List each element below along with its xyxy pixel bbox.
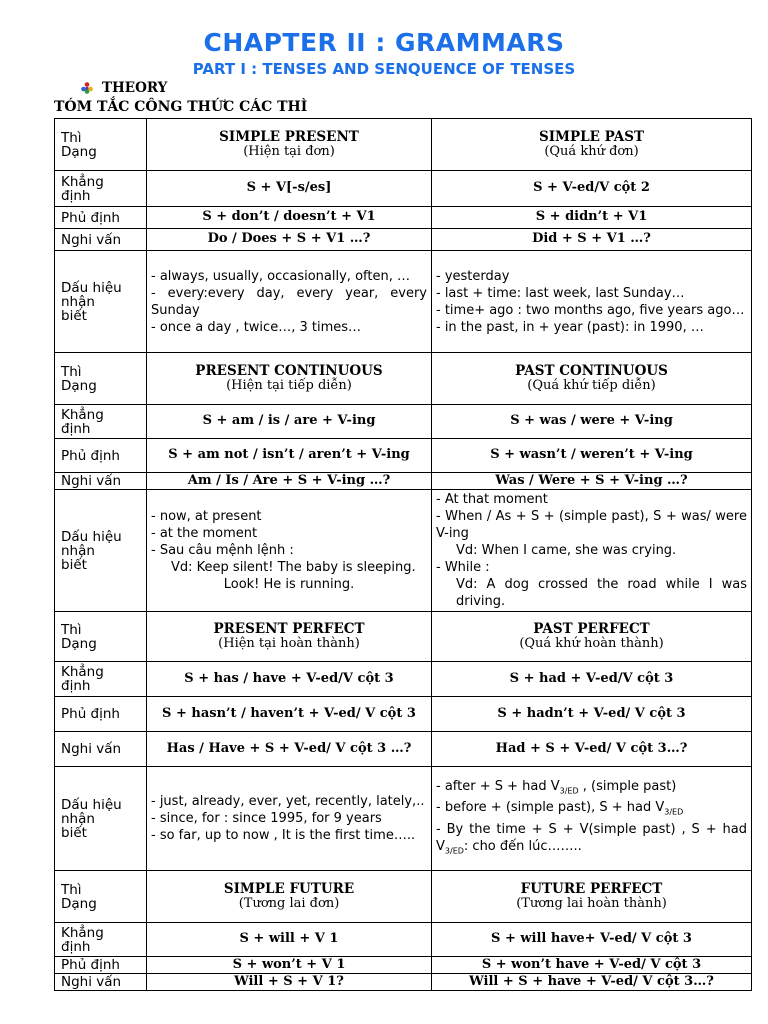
affirmative-formula: S + will + V 1 (147, 923, 432, 957)
question-formula: Did + S + V1 …? (432, 229, 752, 251)
chapter-title: CHAPTER II : GRAMMARS (203, 28, 565, 57)
question-formula: Will + S + have + V-ed/ V cột 3…? (432, 974, 752, 991)
table-row (55, 697, 752, 732)
tense-header-cell: PAST CONTINUOUS (Quá khứ tiếp diễn) (432, 353, 752, 405)
row-label: Khẳng định (55, 923, 147, 957)
table-row (55, 353, 752, 405)
row-label: Thì Dạng (55, 119, 147, 171)
row-label: Phủ định (55, 439, 147, 473)
question-formula: Was / Were + S + V-ing …? (432, 473, 752, 490)
table-row (55, 767, 752, 871)
question-formula: Do / Does + S + V1 …? (147, 229, 432, 251)
row-label: Dấu hiệu nhận biết (55, 490, 147, 612)
summary-heading: TÓM TẮC CÔNG THỨC CÁC THÌ (54, 99, 308, 115)
affirmative-formula: S + has / have + V-ed/V cột 3 (147, 662, 432, 697)
table-row (55, 923, 752, 957)
row-label: Nghi vấn (55, 974, 147, 991)
table-row (55, 439, 752, 473)
tense-header-cell: SIMPLE PRESENT (Hiện tại đơn) (147, 119, 432, 171)
affirmative-formula: S + V[-s/es] (147, 171, 432, 207)
row-label: Khẳng định (55, 405, 147, 439)
tense-header-cell: PRESENT PERFECT (Hiện tại hoàn thành) (147, 612, 432, 662)
table-row (55, 490, 752, 612)
table-row (55, 612, 752, 662)
affirmative-formula: S + had + V-ed/V cột 3 (432, 662, 752, 697)
theory-item (80, 80, 167, 96)
table-row (55, 662, 752, 697)
affirmative-formula: S + V-ed/V cột 2 (432, 171, 752, 207)
signal-words: - just, already, ever, yet, recently, lately,.. - since, for : since 1995, for 9 years - so far, up to now , It is the first time….. (147, 767, 432, 871)
row-label: Khẳng định (55, 662, 147, 697)
table-row (55, 871, 752, 923)
tense-header-cell: FUTURE PERFECT (Tương lai hoàn thành) (432, 871, 752, 923)
row-label: Nghi vấn (55, 473, 147, 490)
negative-formula: S + hadn’t + V-ed/ V cột 3 (432, 697, 752, 732)
signal-words: - now, at present - at the moment - Sau câu mệnh lệnh : Vd: Keep silent! The baby is sleeping. Look! He is running. (147, 490, 432, 612)
row-label: Thì Dạng (55, 353, 147, 405)
question-formula: Will + S + V 1? (147, 974, 432, 991)
negative-formula: S + hasn’t / haven’t + V-ed/ V cột 3 (147, 697, 432, 732)
affirmative-formula: S + will have+ V-ed/ V cột 3 (432, 923, 752, 957)
signal-words: - At that moment - When / As + S + (simple past), S + was/ were V-ing Vd: When I came, she was crying. - While : Vd: A dog crossed the road while I was driving. (432, 490, 752, 612)
affirmative-formula: S + am / is / are + V-ing (147, 405, 432, 439)
table-row (55, 473, 752, 490)
table-row (55, 405, 752, 439)
negative-formula: S + am not / isn’t / aren’t + V-ing (147, 439, 432, 473)
question-formula: Am / Is / Are + S + V-ing …? (147, 473, 432, 490)
row-label: Phủ định (55, 697, 147, 732)
flower-bullet-icon (80, 81, 94, 95)
negative-formula: S + won’t + V 1 (147, 957, 432, 974)
row-label: Thì Dạng (55, 871, 147, 923)
table-row (55, 171, 752, 207)
table-row (55, 251, 752, 353)
row-label: Dấu hiệu nhận biết (55, 251, 147, 353)
table-row (55, 974, 752, 991)
negative-formula: S + don’t / doesn’t + V1 (147, 207, 432, 229)
row-label: Nghi vấn (55, 229, 147, 251)
table-row (55, 229, 752, 251)
tense-table (54, 118, 752, 991)
row-label: Phủ định (55, 957, 147, 974)
signal-words: - after + S + had $V_{3/ED}$ , (simple past) - before + (simple past), S + had $V_{3/ED}$ - By the time + S + V(simple past) , S + had $V_{3/ED}$: cho đến lúc…….. (432, 767, 752, 871)
signal-words: - always, usually, occasionally, often, … - every:every day, every year, every Sunday - once a day , twice…, 3 times… (147, 251, 432, 353)
question-formula: Has / Have + S + V-ed/ V cột 3 …? (147, 732, 432, 767)
table-row (55, 207, 752, 229)
theory-label: THEORY (102, 80, 168, 96)
row-label: Nghi vấn (55, 732, 147, 767)
negative-formula: S + wasn’t / weren’t + V-ing (432, 439, 752, 473)
negative-formula: S + didn’t + V1 (432, 207, 752, 229)
row-label: Thì Dạng (55, 612, 147, 662)
row-label: Khẳng định (55, 171, 147, 207)
tense-header-cell: PAST PERFECT (Quá khứ hoàn thành) (432, 612, 752, 662)
affirmative-formula: S + was / were + V-ing (432, 405, 752, 439)
table-row (55, 957, 752, 974)
part-subtitle: PART I : TENSES AND SENQUENCE OF TENSES (192, 60, 576, 78)
tense-header-cell: PRESENT CONTINUOUS (Hiện tại tiếp diễn) (147, 353, 432, 405)
row-label: Dấu hiệu nhận biết (55, 767, 147, 871)
tense-header-cell: SIMPLE PAST (Quá khứ đơn) (432, 119, 752, 171)
table-row (55, 119, 752, 171)
signal-words: - yesterday - last + time: last week, last Sunday… - time+ ago : two months ago, five years ago… - in the past, in + year (past): in 1990, … (432, 251, 752, 353)
negative-formula: S + won’t have + V-ed/ V cột 3 (432, 957, 752, 974)
table-row (55, 732, 752, 767)
tense-header-cell: SIMPLE FUTURE (Tương lai đơn) (147, 871, 432, 923)
question-formula: Had + S + V-ed/ V cột 3…? (432, 732, 752, 767)
row-label: Phủ định (55, 207, 147, 229)
